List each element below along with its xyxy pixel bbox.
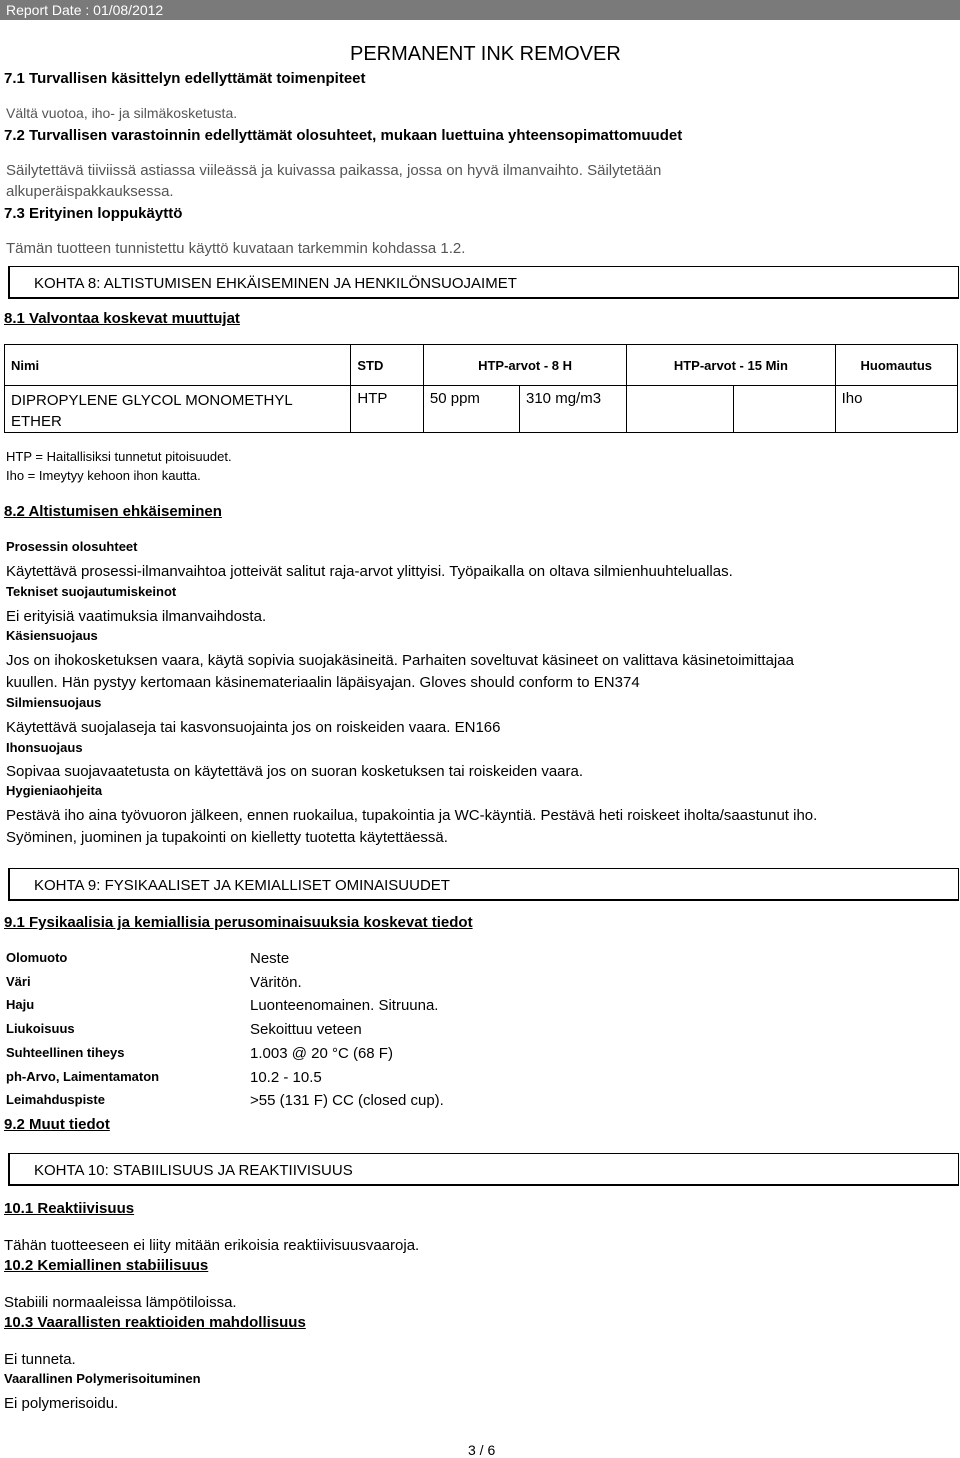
skin-text: Sopivaa suojavaatetusta on käytettävä jos on suoran kosketuksen tai roiskeiden vaara. [6,763,584,780]
text-7-3: Tämän tuotteen tunnistettu käyttö kuvataan tarkemmin kohdassa 1.2. [6,240,466,257]
section-8-title: KOHTA 8: ALTISTUMISEN EHKÄISEMINEN JA HENKILÖNSUOJAIMET [34,275,517,292]
col-header-8h: HTP-arvot - 8 H [423,345,626,386]
cell-15min-a [627,386,734,433]
process-text: Käytettävä prosessi-ilmanvaihtoa jotteivät salitut raja-arvot ylittyisi. Työpaikalla on oltava silmienhuuhteluallas. [6,563,733,580]
tech-text: Ei erityisiä vaatimuksia ilmanvaihdosta. [6,608,267,625]
prop-label: Olomuoto [6,950,68,965]
skin-heading: Ihonsuojaus [6,740,83,755]
note-htp: HTP = Haitallisiksi tunnetut pitoisuudet. [6,449,232,464]
section-10-header [8,1153,959,1186]
polymerization-heading: Vaarallinen Polymerisoituminen [4,1371,201,1386]
col-header-note: Huomautus [835,345,957,386]
prop-label: Leimahduspiste [6,1092,105,1107]
prop-value: Sekoittuu veteen [250,1021,362,1038]
heading-7-1: 7.1 Turvallisen käsittelyn edellyttämät toimenpiteet [4,70,366,87]
prop-label: ph-Arvo, Laimentamaton [6,1069,160,1084]
heading-9-2: 9.2 Muut tiedot [4,1116,110,1133]
heading-7-2: 7.2 Turvallisen varastoinnin edellyttämät olosuhteet, mukaan luettuina yhteensopimattomuudet [4,127,683,144]
col-header-15min: HTP-arvot - 15 Min [627,345,835,386]
text-10-1: Tähän tuotteeseen ei liity mitään erikoisia reaktiivisuusvaaroja. [4,1237,420,1254]
product-name: PERMANENT INK REMOVER [350,43,621,65]
process-heading: Prosessin olosuhteet [6,539,138,554]
prop-value: >55 (131 F) CC (closed cup). [250,1092,444,1109]
section-9-header [8,868,959,901]
heading-10-1: 10.1 Reaktiivisuus [4,1200,135,1217]
exposure-limits-table [4,344,958,433]
hygiene-text-line2: Syöminen, juominen ja tupakointi on kielletty tuotetta käytettäessä. [6,829,448,846]
heading-9-1: 9.1 Fysikaalisia ja kemiallisia perusominaisuuksia koskevat tiedot [4,914,473,931]
prop-label: Haju [6,997,35,1012]
heading-7-3: 7.3 Erityinen loppukäyttö [4,205,183,222]
cell-std: HTP [351,386,424,433]
hygiene-text-line1: Pestävä iho aina työvuoron jälkeen, ennen ruokailua, tupakointia ja WC-käyntiä. Pestävä heti roiskeet iholta/saastunut iho. [6,807,818,824]
table-header-row [5,345,958,386]
report-date: Report Date : 01/08/2012 [6,2,164,18]
table-row [5,386,958,433]
section-9-title: KOHTA 9: FYSIKAALISET JA KEMIALLISET OMINAISUUDET [34,877,450,894]
note-iho: Iho = Imeytyy kehoon ihon kautta. [6,468,201,483]
prop-value: 10.2 - 10.5 [250,1069,322,1086]
col-header-std: STD [351,345,424,386]
section-8-header [8,266,959,299]
prop-value: Neste [250,950,290,967]
eye-heading: Silmiensuojaus [6,695,102,710]
prop-value: Luonteenomainen. Sitruuna. [250,997,439,1014]
hygiene-heading: Hygieniaohjeita [6,783,103,798]
prop-label: Suhteellinen tiheys [6,1045,125,1060]
heading-8-2: 8.2 Altistumisen ehkäiseminen [4,503,222,520]
prop-value: 1.003 @ 20 °C (68 F) [250,1045,393,1062]
heading-10-3: 10.3 Vaarallisten reaktioiden mahdollisuus [4,1314,306,1331]
section-10-title: KOHTA 10: STABIILISUUS JA REAKTIIVISUUS [34,1162,353,1179]
cell-8h-mg: 310 mg/m3 [520,386,627,433]
tech-heading: Tekniset suojautumiskeinot [6,584,177,599]
text-7-2-line1: Säilytettävä tiiviissä astiassa viileässä ja kuivassa paikassa, jossa on hyvä ilmanvaihto. Säilytetään [6,162,662,179]
heading-10-2: 10.2 Kemiallinen stabiilisuus [4,1257,209,1274]
hand-text-line2: kuullen. Hän pystyy kertomaan käsinemateriaalin läpäisyajan. Gloves should conform to EN374 [6,674,640,691]
cell-note: Iho [835,386,957,433]
heading-8-1: 8.1 Valvontaa koskevat muuttujat [4,310,240,327]
text-10-3: Ei tunneta. [4,1351,76,1368]
cell-8h-ppm: 50 ppm [423,386,519,433]
text-7-1: Vältä vuotoa, iho- ja silmäkosketusta. [6,105,238,121]
report-date-bar [0,0,960,20]
page-number: 3 / 6 [468,1442,496,1458]
cell-15min-b [733,386,835,433]
polymerization-text: Ei polymerisoidu. [4,1395,119,1412]
col-header-name: Nimi [5,345,351,386]
hand-text-line1: Jos on ihokosketuksen vaara, käytä sopivia suojakäsineitä. Parhaiten soveltuvat käsineet on valittava käsinetoimittajaa [6,652,794,669]
eye-text: Käytettävä suojalaseja tai kasvonsuojainta jos on roiskeiden vaara. EN166 [6,719,501,736]
text-7-2-line2: alkuperäispakkauksessa. [6,183,174,200]
prop-label: Liukoisuus [6,1021,75,1036]
prop-label: Väri [6,974,31,989]
hand-heading: Käsiensuojaus [6,628,98,643]
prop-value: Väritön. [250,974,302,991]
text-10-2: Stabiili normaaleissa lämpötiloissa. [4,1294,237,1311]
cell-name: DIPROPYLENE GLYCOL MONOMETHYL ETHER [5,386,351,433]
